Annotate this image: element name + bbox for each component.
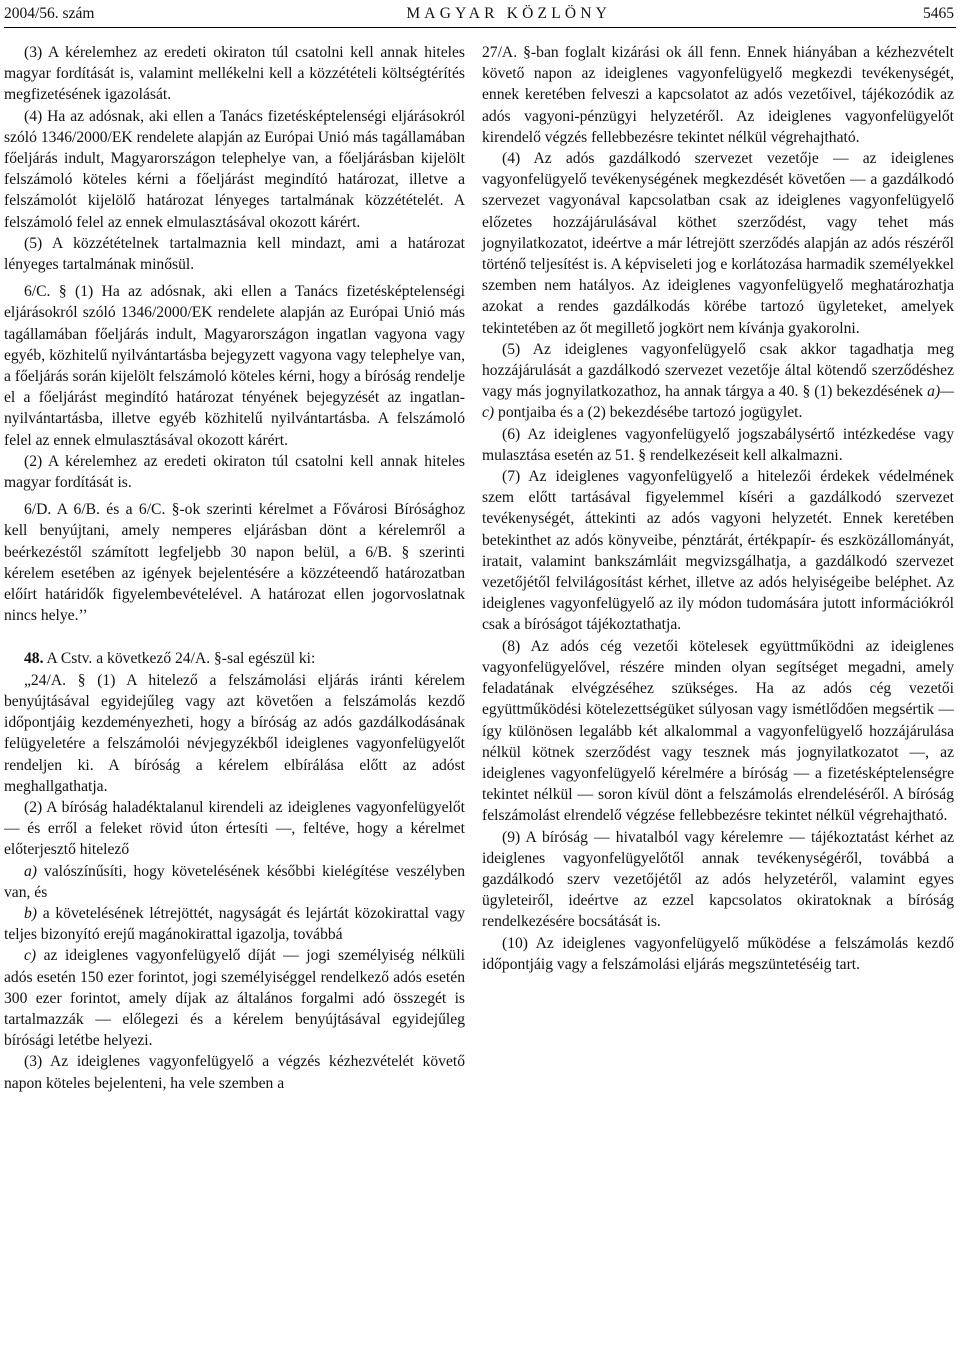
section-intro: A Cstv. a következő 24/A. §-sal egészül ki: [46,650,316,668]
list-marker: b) [24,904,37,922]
paragraph: 6/D. A 6/B. és a 6/C. §-ok szerinti kérelmet a Fővárosi Bírósághoz kell benyújtani, amely nemperes eljárásban dönt a kérelemről a beérkezéstől számított legfeljebb 30 napon belül, a 6/B. § szerinti kérelem esetében az igények bejelentésére a közzéteendő határozatban előírt határidők figyelembevételével. A határozat ellen jogorvoslatnak nincs helye.’’ [4,501,465,625]
issue-number: 2004/56. szám [4,5,95,22]
left-column [4,42,465,1094]
page-number: 5465 [922,5,954,22]
paragraph: (10) Az ideiglenes vagyonfelügyelő működése a felszámolás kezdő időpontjáig vagy a felszámolási eljárás megszüntetéséig tart. [482,934,954,973]
page-header [4,4,954,24]
paragraph: (8) Az adós cég vezetői kötelesek együttműködni az ideiglenes vagyonfelügyelővel, részére minden olyan segítséget megadni, amely feladatának elvégzéséhez szükséges. Ha az adós cég vezetői együttműködési kötelezettségüket súlyosan vagy ismétlődően megsértik — így különösen legalább két alkalommal a vagyonfelügyelő hozzájárulása nélkül kötnek szerződést vagy tesznek más jognyilatkozatot —, az ideiglenes vagyonfelügyelő kérelmére a bíróság — a fizetésképtelenségre tekintet nélkül — soron kívül dönt a felszámolás elrendeléséről. A bíróság felszámolást elrendelő végzése fellebbezésre tekintet nélkül végrehajtható. [482,637,954,825]
list-item [4,861,465,903]
paragraph: (3) Az ideiglenes vagyonfelügyelő a végzés kézhezvételét követő napon köteles bejelenteni, ha vele szemben a [4,1053,465,1092]
paragraph: (2) A bíróság haladéktalanul kirendeli az ideiglenes vagyonfelügyelőt — és erről a feleket rövid úton értesíti —, feltéve, hogy a kérelmet előterjesztő hitelező [4,798,465,859]
list-text: az ideiglenes vagyonfelügyelő díját — jogi személyiség nélküli adós esetén 150 ezer forintot, jogi személyiséggel rendelkező adós esetén 300 ezer forintot, amely díjak az általános forgalmi adó összegét is tartalmazzák — előlegezi és a kérelem benyújtásával egyidejűleg bírósági letétbe helyezi. [4,947,465,1050]
header-rule [4,27,956,28]
paragraph: (4) Ha az adósnak, aki ellen a Tanács fizetésképtelenségi eljárásokról szóló 1346/2000/EK rendelete alapján az Európai Unió más tagállamában főeljárás indult, Magyarországon telephelye van, a főeljárásban kijelölt felszámoló köteles kérni a főeljárást megindító határozat, illetve a felszámolót kijelölő határozat lényeges tartalmának közzétételét. A felszámoló felel az ennek elmulasztásával okozott kárért. [4,107,465,231]
section-number: 48. [24,650,44,668]
paragraph: 6/C. § (1) Ha az adósnak, aki ellen a Tanács fizetésképtelenségi eljárásokról szóló 1346/2000/EK rendelete alapján az Európai Unió más tagállamában főeljárás indult, Magyarországon ingatlan vagyona vagy egyéb, közhitelű nyilvántartásba bejegyzett vagyona vagy telephelye van, a főeljárás során kijelölt felszámoló köteles kérni, hogy a bíróság rendelje el a főeljárást megindító határozat tényének bejegyzését az ingatlan-nyilvántartásba, illetve egyéb közhitelű nyilvántartásba. A felszámoló felel az ennek elmulasztásával okozott kárért. [4,283,465,449]
list-text: valószínűsíti, hogy követelésének későbbi kielégítése veszélyben van, és [4,862,465,901]
paragraph: (4) Az adós gazdálkodó szervezet vezetője — az ideiglenes vagyonfelügyelő tevékenységének megkezdését követően — a gazdálkodó szervezet vagyonával kapcsolatban csak az ideiglenes vagyonfelügyelő előzetes hozzájárulásával köthet szerződést, vagy tehet más jognyilatkozatot, ideértve a már létrejött szerződés alapján az adós részéről történő teljesítést is. A képviseleti jog e korlátozása harmadik személyekkel szemben nem hatályos. Az ideiglenes vagyonfelügyelő meghatározhatja azokat a rendes gazdálkodás körébe tartozó ügyleteket, amelyek tekintetében az őt megillető jogkört nem kívánja gyakorolni. [482,150,954,337]
paragraph: (3) A kérelemhez az eredeti okiraton túl csatolni kell annak hiteles magyar fordítását is, valamint mellékelni kell a közzétételi költségtérítés megfizetésének igazolását. [4,44,465,104]
paragraph: 27/A. §-ban foglalt kizárási ok áll fenn. Ennek hiányában a kézhezvételt követő napon az ideiglenes vagyonfelügyelő megkezdi tevékenységét, ennek keretében felveszi a kapcsolatot az adós vezetőivel, tájékozódik az adós vagyoni-pénzügyi helyzetéről. Az ideiglenes vagyonfelügyelőt kirendelő végzés fellebbezésre tekintet nélkül végrehajtható. [482,44,954,146]
paragraph: (9) A bíróság — hivatalból vagy kérelemre — tájékoztatást kérhet az ideiglenes vagyonfelügyelőtől annak tevékenységéről, továbbá a gazdálkodó szerv vezetőjétől az adós helyzetéről, valamint egyes ügyleteiről, ideértve az ezzel kapcsolatos okiratoknak a bíróság rendelkezésére bocsátását is. [482,828,954,931]
range-marker: a)—c) [482,383,954,422]
paragraph: (5) A közzétételnek tartalmaznia kell mindazt, ami a határozat lényeges tartalmának minősül. [4,234,465,274]
paragraph: „24/A. § (1) A hitelező a felszámolási eljárás iránti kérelem benyújtásával egyidejűleg vagy azt követően a felszámolás kezdő időpontjáig kezdeményezheti, hogy a bíróság az adós gazdálkodásának felügyeletére a felszámolói névjegyzékből ideiglenes vagyonfelügyelőt rendeljen ki. A bíróság a kérelem elbírálása előtt az adóst meghallgathatja. [4,671,465,795]
paragraph: (7) Az ideiglenes vagyonfelügyelő a hitelezői érdekek védelmének szem előtt tartásával figyelemmel kíséri a gazdálkodó szervezet tevékenységét, áttekinti az adós vagyoni helyzetét. Ennek keretében betekinthet az adós könyveibe, pénztárát, értékpapír- és eszközállományát, iratait, valamint bankszámláit megvizsgálhatja, a gazdálkodó szervezet vezetőjétől felvilágosítást kérhet, illetve az adós helyiségeibe beléphet. Az ideiglenes vagyonfelügyelő az ily módon tudomására jutott információkról csak a bíróságot tájékoztathatja. [482,468,954,634]
paragraph: (6) Az ideiglenes vagyonfelügyelő jogszabálysértő intézkedése vagy mulasztása esetén az 51. § rendelkezéseit kell alkalmazni. [482,425,954,464]
paragraph [482,339,954,424]
list-item [4,903,465,945]
section-heading [4,648,465,669]
list-item [4,945,465,1051]
list-marker: a) [24,862,37,880]
paragraph-text: (5) Az ideiglenes vagyonfelügyelő csak akkor tagadhatja meg hozzájárulását a gazdálkodó szervezet vezetője által kötendő szerződéshez vagy más jognyilatkozathoz, ha annak tárgya a 40. § (1) bekezdésének [482,340,954,401]
paragraph: (2) A kérelemhez az eredeti okiraton túl csatolni kell annak hiteles magyar fordítását is. [4,452,465,492]
list-text: a követelésének létrejöttét, nagyságát és lejártát közokirattal vagy teljes bizonyító erejű magánokirattal igazolja, továbbá [4,904,465,944]
list-marker: c) [24,947,37,965]
paragraph-text: pontjaiba és a (2) bekezdésébe tartozó jogügylet. [494,404,803,422]
journal-title: MAGYAR KÖZLÖNY [406,5,612,22]
right-column [482,42,954,975]
